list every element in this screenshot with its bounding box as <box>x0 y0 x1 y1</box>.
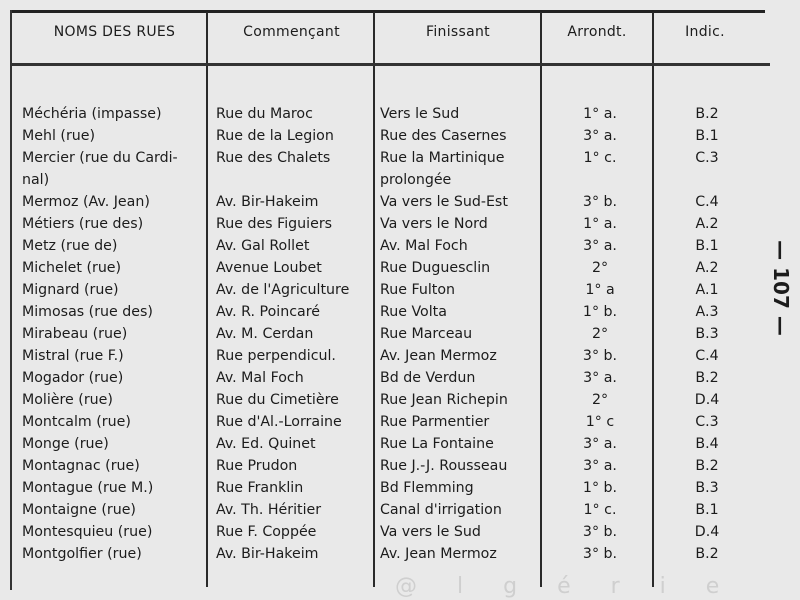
start-street: Rue des Figuiers <box>216 216 333 232</box>
table-row <box>0 521 800 543</box>
start-street: Av. Th. Héritier <box>216 502 322 518</box>
header-indicatif: Indic. <box>685 24 725 40</box>
arrondissement: 1° b. <box>582 304 618 320</box>
street-name: Mignard (rue) <box>22 282 119 298</box>
arrondissement: 3° b. <box>582 348 618 364</box>
header-arrondissement: Arrondt. <box>567 24 627 40</box>
table-row <box>0 543 800 565</box>
start-street: Rue perpendicul. <box>216 348 336 364</box>
arrondissement: 2° <box>591 326 609 342</box>
end-street: Av. Jean Mermoz <box>380 546 497 562</box>
table-row <box>0 257 800 279</box>
start-street: Rue d'Al.-Lorraine <box>216 414 342 430</box>
table-row <box>0 125 800 147</box>
street-name: Metz (rue de) <box>22 238 118 254</box>
arrondissement: 1° b. <box>582 480 618 496</box>
map-index: A.1 <box>695 282 719 298</box>
start-street: Av. de l'Agriculture <box>216 282 350 298</box>
end-street: Rue Volta <box>380 304 447 320</box>
start-street: Av. Bir-Hakeim <box>216 194 319 210</box>
street-name: Montcalm (rue) <box>22 414 131 430</box>
map-index: D.4 <box>694 392 720 408</box>
map-index: A.3 <box>695 304 719 320</box>
map-index: B.3 <box>695 326 719 342</box>
start-street: Av. Mal Foch <box>216 370 304 386</box>
header-commencant: Commençant <box>243 24 340 40</box>
street-name: Mimosas (rue des) <box>22 304 153 320</box>
table-row <box>0 323 800 345</box>
arrondissement: 3° b. <box>582 546 618 562</box>
header-rule <box>12 63 770 66</box>
street-name: Méchéria (impasse) <box>22 106 162 122</box>
map-index: B.2 <box>695 106 719 122</box>
arrondissement: 1° a. <box>583 216 617 232</box>
table-row <box>0 367 800 389</box>
map-index: A.2 <box>695 216 719 232</box>
table-row <box>0 235 800 257</box>
map-index: A.2 <box>695 260 719 276</box>
street-name: Montaigne (rue) <box>22 502 136 518</box>
end-street: Av. Mal Foch <box>380 238 468 254</box>
end-street: Rue Parmentier <box>380 414 490 430</box>
start-street: Avenue Loubet <box>216 260 322 276</box>
start-street: Rue du Maroc <box>216 106 313 122</box>
start-street: Rue Prudon <box>216 458 298 474</box>
header-finissant: Finissant <box>426 24 490 40</box>
map-index: B.1 <box>695 238 719 254</box>
arrondissement: 3° a. <box>583 370 617 386</box>
street-name: Monge (rue) <box>22 436 109 452</box>
street-name: Mirabeau (rue) <box>22 326 128 342</box>
table-row <box>0 345 800 367</box>
table-row <box>0 499 800 521</box>
arrondissement: 1° a. <box>583 106 617 122</box>
table-row <box>0 433 800 455</box>
watermark: @lgérie <box>395 574 760 599</box>
end-street: Vers le Sud <box>380 106 460 122</box>
start-street: Av. Ed. Quinet <box>216 436 316 452</box>
arrondissement: 3° b. <box>582 524 618 540</box>
end-street: Rue la Martinique prolongée <box>380 150 505 188</box>
start-street: Rue de la Legion <box>216 128 334 144</box>
map-index: B.3 <box>695 480 719 496</box>
street-name: Michelet (rue) <box>22 260 122 276</box>
start-street: Rue du Cimetière <box>216 392 339 408</box>
start-street: Av. Bir-Hakeim <box>216 546 319 562</box>
arrondissement: 1° a <box>585 282 615 298</box>
table-row <box>0 411 800 433</box>
street-name: Molière (rue) <box>22 392 113 408</box>
arrondissement: 3° b. <box>582 194 618 210</box>
end-street: Rue Duguesclin <box>380 260 491 276</box>
arrondissement: 1° c <box>585 414 615 430</box>
map-index: B.2 <box>695 370 719 386</box>
start-street: Rue Franklin <box>216 480 304 496</box>
start-street: Av. R. Poincaré <box>216 304 320 320</box>
start-street: Av. M. Cerdan <box>216 326 314 342</box>
map-index: B.4 <box>695 436 719 452</box>
street-table <box>0 103 800 565</box>
end-street: Canal d'irrigation <box>380 502 502 518</box>
arrondissement: 3° a. <box>583 238 617 254</box>
end-street: Va vers le Sud <box>380 524 481 540</box>
arrondissement: 3° a. <box>583 436 617 452</box>
street-name: Mogador (rue) <box>22 370 124 386</box>
street-name: Mermoz (Av. Jean) <box>22 194 150 210</box>
end-street: Rue Marceau <box>380 326 473 342</box>
arrondissement: 1° c. <box>583 150 617 166</box>
table-row <box>0 147 800 191</box>
start-street: Rue des Chalets <box>216 150 331 166</box>
table-row <box>0 455 800 477</box>
table-row <box>0 477 800 499</box>
map-index: D.4 <box>694 524 720 540</box>
end-street: Rue La Fontaine <box>380 436 494 452</box>
arrondissement: 3° a. <box>583 458 617 474</box>
table-row <box>0 191 800 213</box>
header-noms-des-rues: NOMS DES RUES <box>53 24 176 40</box>
arrondissement: 1° c. <box>583 502 617 518</box>
street-name: Montagnac (rue) <box>22 458 140 474</box>
table-row <box>0 213 800 235</box>
street-name: Métiers (rue des) <box>22 216 144 232</box>
arrondissement: 2° <box>591 392 609 408</box>
end-street: Va vers le Sud-Est <box>380 194 508 210</box>
table-row <box>0 103 800 125</box>
map-index: C.4 <box>695 194 719 210</box>
end-street: Rue Jean Richepin <box>380 392 508 408</box>
end-street: Bd de Verdun <box>380 370 476 386</box>
table-row <box>0 279 800 301</box>
end-street: Rue J.-J. Rousseau <box>380 458 508 474</box>
map-index: C.3 <box>695 150 719 166</box>
map-index: C.4 <box>695 348 719 364</box>
end-street: Rue Fulton <box>380 282 456 298</box>
map-index: B.2 <box>695 546 719 562</box>
table-row <box>0 301 800 323</box>
end-street: Bd Flemming <box>380 480 474 496</box>
street-name: Montgolfier (rue) <box>22 546 142 562</box>
arrondissement: 3° a. <box>583 128 617 144</box>
street-name: Montague (rue M.) <box>22 480 154 496</box>
map-index: C.3 <box>695 414 719 430</box>
end-street: Av. Jean Mermoz <box>380 348 497 364</box>
page-number: — 107 — <box>769 240 793 336</box>
street-name: Mercier (rue du Cardi- nal) <box>22 150 178 188</box>
start-street: Rue F. Coppée <box>216 524 317 540</box>
end-street: Va vers le Nord <box>380 216 488 232</box>
map-index: B.1 <box>695 502 719 518</box>
table-row <box>0 389 800 411</box>
street-name: Mehl (rue) <box>22 128 96 144</box>
street-name: Montesquieu (rue) <box>22 524 153 540</box>
arrondissement: 2° <box>591 260 609 276</box>
start-street: Av. Gal Rollet <box>216 238 310 254</box>
street-name: Mistral (rue F.) <box>22 348 124 364</box>
map-index: B.1 <box>695 128 719 144</box>
map-index: B.2 <box>695 458 719 474</box>
end-street: Rue des Casernes <box>380 128 507 144</box>
